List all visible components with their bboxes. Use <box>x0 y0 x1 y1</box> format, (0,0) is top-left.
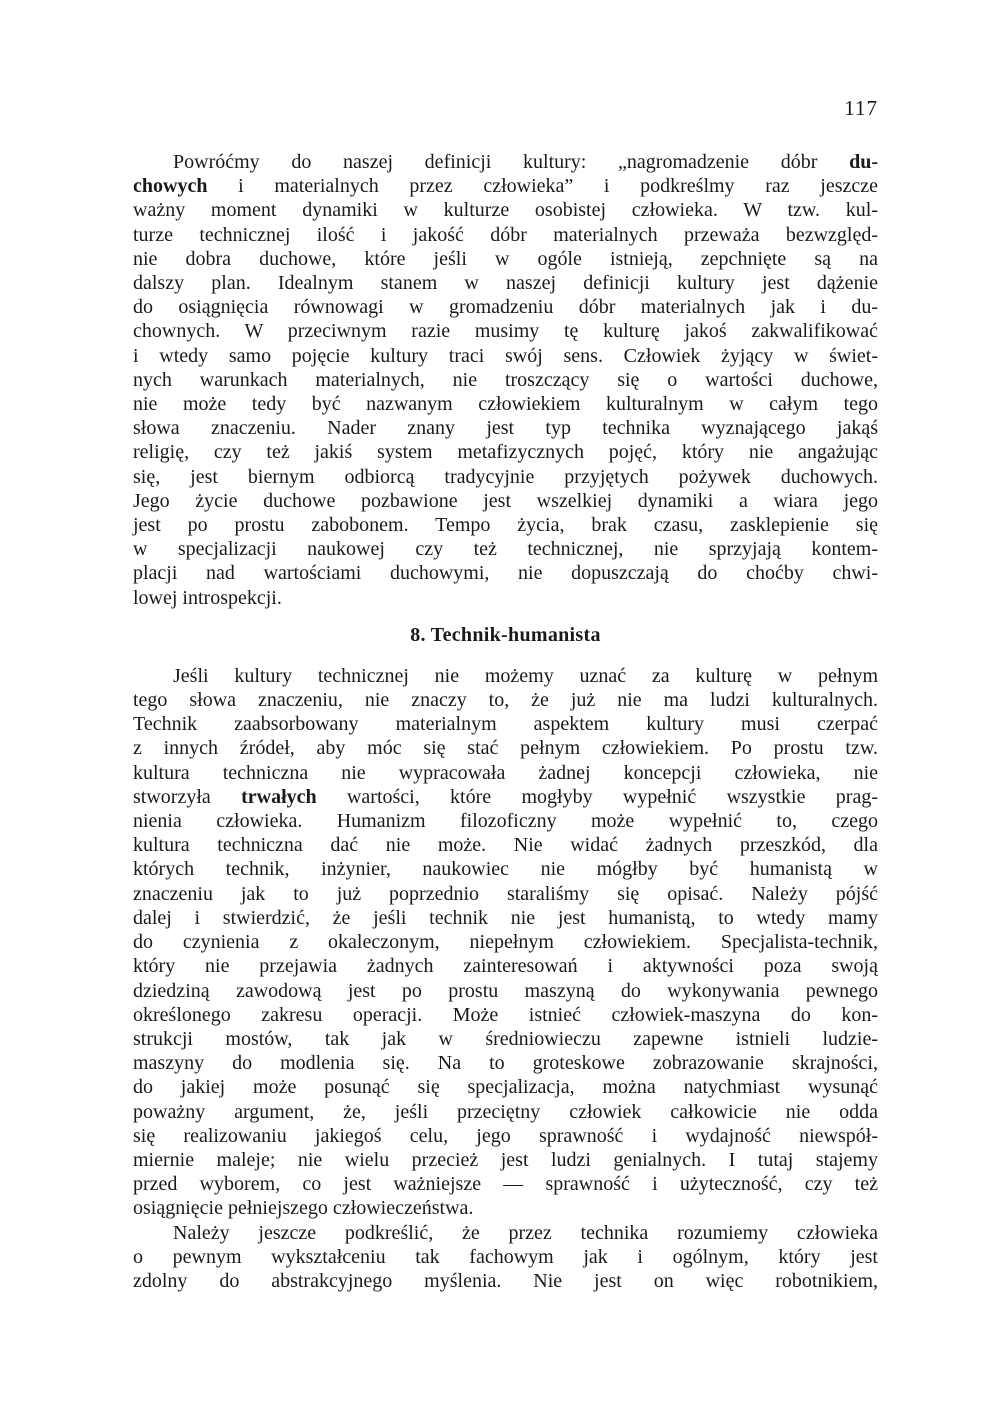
text-line <box>133 1100 878 1124</box>
text-segment: się realizowaniu jakiegoś celu, jego sprawność i wydajność niewspół- <box>133 1124 878 1147</box>
text-segment: Technik zaabsorbowany materialnym aspektem kultury musi czerpać <box>133 713 878 736</box>
text-line <box>133 1245 878 1269</box>
text-block <box>133 150 878 1293</box>
text-line <box>133 1124 878 1148</box>
text-line <box>133 271 878 295</box>
text-line <box>133 392 878 416</box>
text-line <box>133 1027 878 1051</box>
text-segment: osiągnięcie pełniejszego człowieczeństwa. <box>133 1197 474 1220</box>
text-segment: nienia człowieka. Humanizm filozoficzny może wypełnić to, czego <box>133 810 878 833</box>
text-segment: dalszy plan. Idealnym stanem w naszej definicji kultury jest dążenie <box>133 272 878 295</box>
text-line <box>133 1221 878 1245</box>
text-segment: ważny moment dynamiki w kulturze osobistej człowieka. W tzw. kul- <box>133 199 878 222</box>
text-line <box>133 489 878 513</box>
paragraph-2 <box>133 664 878 1221</box>
text-segment: strukcji mostów, tak jak w średniowieczu zapewne istnieli ludzie- <box>133 1027 878 1050</box>
text-segment: nie może tedy być nazwanym człowiekiem kulturalnym w całym tego <box>133 393 878 416</box>
text-segment: dalej i stwierdzić, że jeśli technik nie jest humanistą, to wtedy mamy <box>133 906 878 929</box>
text-line <box>133 809 878 833</box>
text-segment: o pewnym wykształceniu tak fachowym jak i ogólnym, który jest <box>133 1245 878 1268</box>
text-line <box>133 1148 878 1172</box>
text-line <box>133 561 878 585</box>
paragraph-3 <box>133 1221 878 1294</box>
text-segment: placji nad wartościami duchowymi, nie dopuszczają do choćby chwi- <box>133 562 878 585</box>
text-segment: słowa znaczeniu. Nader znany jest typ technika wyznającego jakąś <box>133 417 878 440</box>
text-segment: określonego zakresu operacji. Może istnieć człowiek-maszyna do kon- <box>133 1003 878 1026</box>
text-line <box>133 761 878 785</box>
text-line <box>133 785 878 809</box>
text-segment: tego słowa znaczeniu, nie znaczy to, że już nie ma ludzi kulturalnych. <box>133 689 878 712</box>
text-segment: poważny argument, że, jeśli przeciętny człowiek całkowicie nie odda <box>133 1100 878 1123</box>
text-line <box>133 319 878 343</box>
text-segment: się, jest biernym odbiorcą tradycyjnie przyjętych pożywek duchowych. <box>133 465 878 488</box>
text-line <box>133 664 878 688</box>
text-segment: religię, czy też jakiś system metafizycznych pojęć, który nie angażując <box>133 441 878 464</box>
text-line <box>133 1075 878 1099</box>
text-line <box>133 416 878 440</box>
text-line <box>133 1003 878 1027</box>
text-segment: do osiągnięcia równowagi w gromadzeniu dóbr materialnych jak i du- <box>133 296 878 319</box>
text-segment: turze technicznej ilość i jakość dóbr materialnych przeważa bezwzględ- <box>133 223 878 246</box>
text-segment: w specjalizacji naukowej czy też technicznej, nie sprzyjają kontem- <box>133 538 878 561</box>
text-segment: do jakiej może posunąć się specjalizacja, można natychmiast wysunąć <box>133 1076 878 1099</box>
text-line <box>133 833 878 857</box>
text-line <box>133 513 878 537</box>
text-line <box>133 736 878 760</box>
text-segment: przed wyborem, co jest ważniejsze — sprawność i użyteczność, czy też <box>133 1173 878 1196</box>
text-line <box>133 150 878 174</box>
text-line <box>133 712 878 736</box>
text-segment: maszyny do modlenia się. Na to groteskowe zobrazowanie skrajności, <box>133 1052 878 1075</box>
text-line <box>133 344 878 368</box>
text-line <box>133 368 878 392</box>
text-segment: i materialnych przez człowieka” i podkreślmy raz jeszcze <box>207 175 878 198</box>
text-segment: jest po prostu zabobonem. Tempo życia, brak czasu, zasklepienie się <box>133 514 878 537</box>
text-line <box>133 882 878 906</box>
text-line <box>133 1051 878 1075</box>
text-line <box>133 930 878 954</box>
bold-text: trwałych <box>241 785 317 808</box>
text-line <box>133 198 878 222</box>
text-segment: Należy jeszcze podkreślić, że przez technika rozumiemy człowieka <box>173 1221 878 1244</box>
text-segment: znaczeniu jak to już poprzednio staraliśmy się opisać. Należy pójść <box>133 882 878 905</box>
text-line <box>133 688 878 712</box>
text-segment: dziedziną zawodową jest po prostu maszyną do wykonywania pewnego <box>133 979 878 1002</box>
text-line <box>133 954 878 978</box>
text-line <box>133 537 878 561</box>
text-line <box>133 1196 878 1220</box>
text-line <box>133 1269 878 1293</box>
text-segment: lowej introspekcji. <box>133 586 282 609</box>
text-segment: kultura techniczna dać nie może. Nie widać żadnych przeszkód, dla <box>133 834 878 857</box>
text-segment: zdolny do abstrakcyjnego myślenia. Nie jest on więc robotnikiem, <box>133 1269 878 1292</box>
text-line <box>133 979 878 1003</box>
text-segment: do czynienia z okaleczonym, niepełnym człowiekiem. Specjalista-technik, <box>133 931 878 954</box>
text-segment: i wtedy samo pojęcie kultury traci swój sens. Człowiek żyjący w świet- <box>133 344 878 367</box>
text-line <box>133 1172 878 1196</box>
text-segment: chownych. W przeciwnym razie musimy tę kulturę jakoś zakwalifikować <box>133 320 878 343</box>
text-segment: miernie maleje; nie wielu przecież jest ludzi genialnych. I tutaj stajemy <box>133 1148 878 1171</box>
page-number: 117 <box>844 96 878 120</box>
text-line <box>133 586 878 610</box>
text-line <box>133 174 878 198</box>
text-segment: Powróćmy do naszej definicji kultury: „nagromadzenie dóbr <box>173 151 850 173</box>
text-segment: nie dobra duchowe, które jeśli w ogóle istnieją, zepchnięte są na <box>133 247 878 270</box>
bold-text: chowych <box>133 175 208 198</box>
text-line <box>133 223 878 247</box>
text-line <box>133 465 878 489</box>
bold-text: du- <box>849 151 878 173</box>
text-segment: który nie przejawia żadnych zainteresowań i aktywności poza swoją <box>133 955 878 978</box>
text-line <box>133 247 878 271</box>
text-segment: kultura techniczna nie wypracowała żadnej koncepcji człowieka, nie <box>133 761 878 784</box>
paragraph-1 <box>133 150 878 610</box>
text-line <box>133 295 878 319</box>
text-segment: Jego życie duchowe pozbawione jest wszelkiej dynamiki a wiara jego <box>133 489 878 512</box>
text-line <box>133 906 878 930</box>
text-segment: Jeśli kultury technicznej nie możemy uznać za kulturę w pełnym <box>173 664 878 687</box>
text-segment: wartości, które mogłyby wypełnić wszystkie prag- <box>316 785 878 808</box>
text-segment: których technik, inżynier, naukowiec nie mógłby być humanistą w <box>133 858 878 881</box>
text-segment: stworzyła <box>133 785 242 808</box>
section-heading: 8. Technik-humanista <box>410 623 601 646</box>
text-line <box>133 440 878 464</box>
text-segment: z innych źródeł, aby móc się stać pełnym człowiekiem. Po prostu tzw. <box>133 737 878 760</box>
text-segment: nych warunkach materialnych, nie troszczący się o wartości duchowe, <box>133 368 878 391</box>
text-line <box>133 857 878 881</box>
